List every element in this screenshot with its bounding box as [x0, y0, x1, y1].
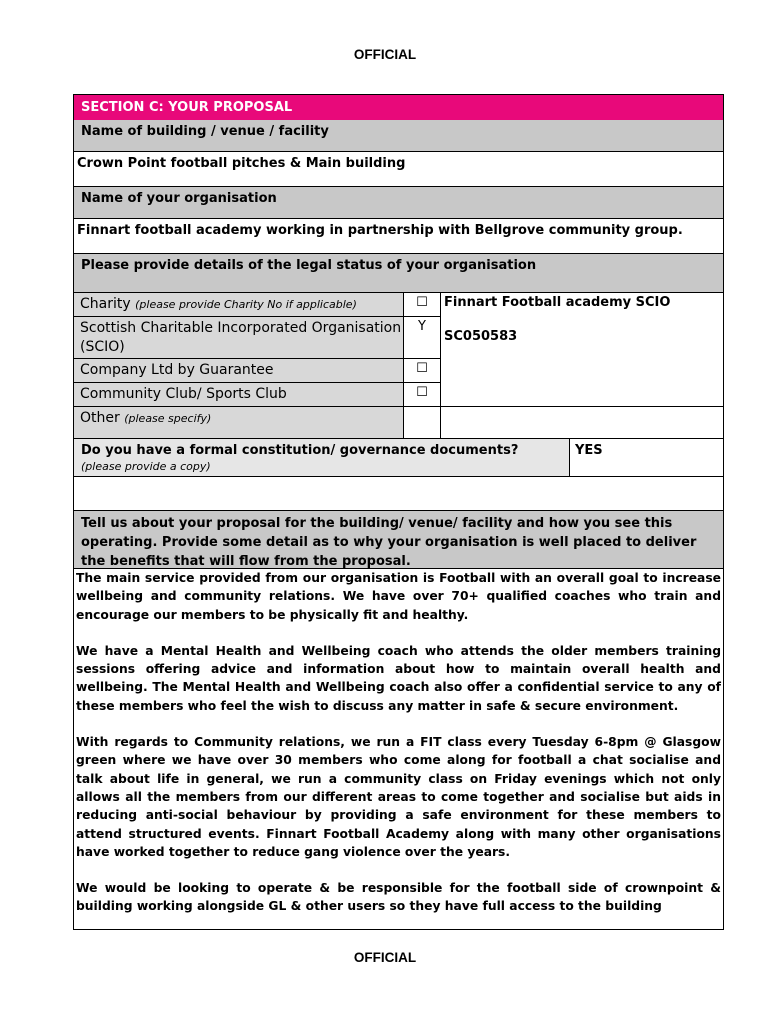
- legal-option-label: Company Ltd by Guarantee: [80, 362, 274, 378]
- legal-option-club: [73, 382, 404, 407]
- building-label: Name of building / venue / facility: [74, 120, 723, 151]
- protective-marking-bottom: OFFICIAL: [353, 950, 417, 965]
- legal-option-note: (please specify): [124, 412, 212, 425]
- legal-status-label: Please provide details of the legal status of your organisation: [74, 253, 723, 293]
- legal-check-other[interactable]: [403, 406, 441, 439]
- legal-status-detail[interactable]: [440, 292, 724, 407]
- legal-option-charity: [73, 292, 404, 317]
- constitution-answer[interactable]: YES: [569, 438, 724, 477]
- legal-check-company[interactable]: ☐: [403, 358, 441, 383]
- other-specify-field[interactable]: [440, 406, 724, 439]
- organisation-label: Name of your organisation: [74, 186, 723, 218]
- legal-check-charity[interactable]: ☐: [403, 292, 441, 317]
- proposal-form: [73, 94, 724, 930]
- constitution-question: [73, 438, 570, 477]
- charity-number: SC050583: [444, 329, 518, 344]
- protective-marking-top: OFFICIAL: [353, 47, 417, 62]
- legal-option-label: Charity: [80, 296, 131, 312]
- section-title: SECTION C: YOUR PROPOSAL: [74, 95, 723, 120]
- legal-check-club[interactable]: ☐: [403, 382, 441, 407]
- proposal-answer[interactable]: [74, 568, 723, 929]
- proposal-paragraph: We have a Mental Health and Wellbeing coach who attends the older members training sessions offering advice and information about how to maintain overall health and wellbeing. The Mental Health and Wellbeing coach also offer a confidential service to any of these members who feel the wish to discuss any matter in safe & secure environment.: [76, 643, 721, 713]
- constitution-question-text: Do you have a formal constitution/ governance documents?: [81, 443, 519, 458]
- legal-option-label: Scottish Charitable Incorporated Organisation (SCIO): [80, 320, 402, 355]
- organisation-value[interactable]: Finnart football academy working in partnership with Bellgrove community group.: [74, 218, 723, 253]
- legal-option-scio: [73, 316, 404, 359]
- legal-option-note: (please provide Charity No if applicable): [135, 298, 357, 311]
- proposal-paragraph: With regards to Community relations, we run a FIT class every Tuesday 6-8pm @ Glasgow green where we have over 30 members who come along for football a chat socialise and talk about life in general, we run a community class on Friday evenings which not only allows all the members from our different areas to come together and socialise but aids in reducing anti-social behaviour by providing a safe environment for these members to attend structured events. Finnart Football Academy along with many other organisations have worked together to reduce gang violence over the years.: [76, 735, 721, 859]
- legal-option-label: Community Club/ Sports Club: [80, 386, 287, 402]
- constitution-note: (please provide a copy): [81, 460, 211, 473]
- building-value[interactable]: Crown Point football pitches & Main building: [74, 151, 723, 186]
- legal-check-scio[interactable]: Y: [403, 316, 441, 359]
- legal-option-company: [73, 358, 404, 383]
- proposal-paragraph: We would be looking to operate & be responsible for the football side of crownpoint & building working alongside GL & other users so they have full access to the building: [76, 881, 721, 914]
- legal-option-label: Other: [80, 410, 120, 426]
- proposal-paragraph: The main service provided from our organisation is Football with an overall goal to increase wellbeing and community relations. We have over 70+ qualified coaches who train and encourage our members to be physically fit and healthy.: [76, 571, 721, 622]
- legal-option-other: [73, 406, 404, 439]
- charity-name: Finnart Football academy SCIO: [444, 295, 671, 310]
- blank-row: [74, 476, 723, 510]
- proposal-question: Tell us about your proposal for the building/ venue/ facility and how you see this operating. Provide some detail as to why your organisation is well placed to deliver the benefits that will flow from the proposal.: [74, 510, 723, 568]
